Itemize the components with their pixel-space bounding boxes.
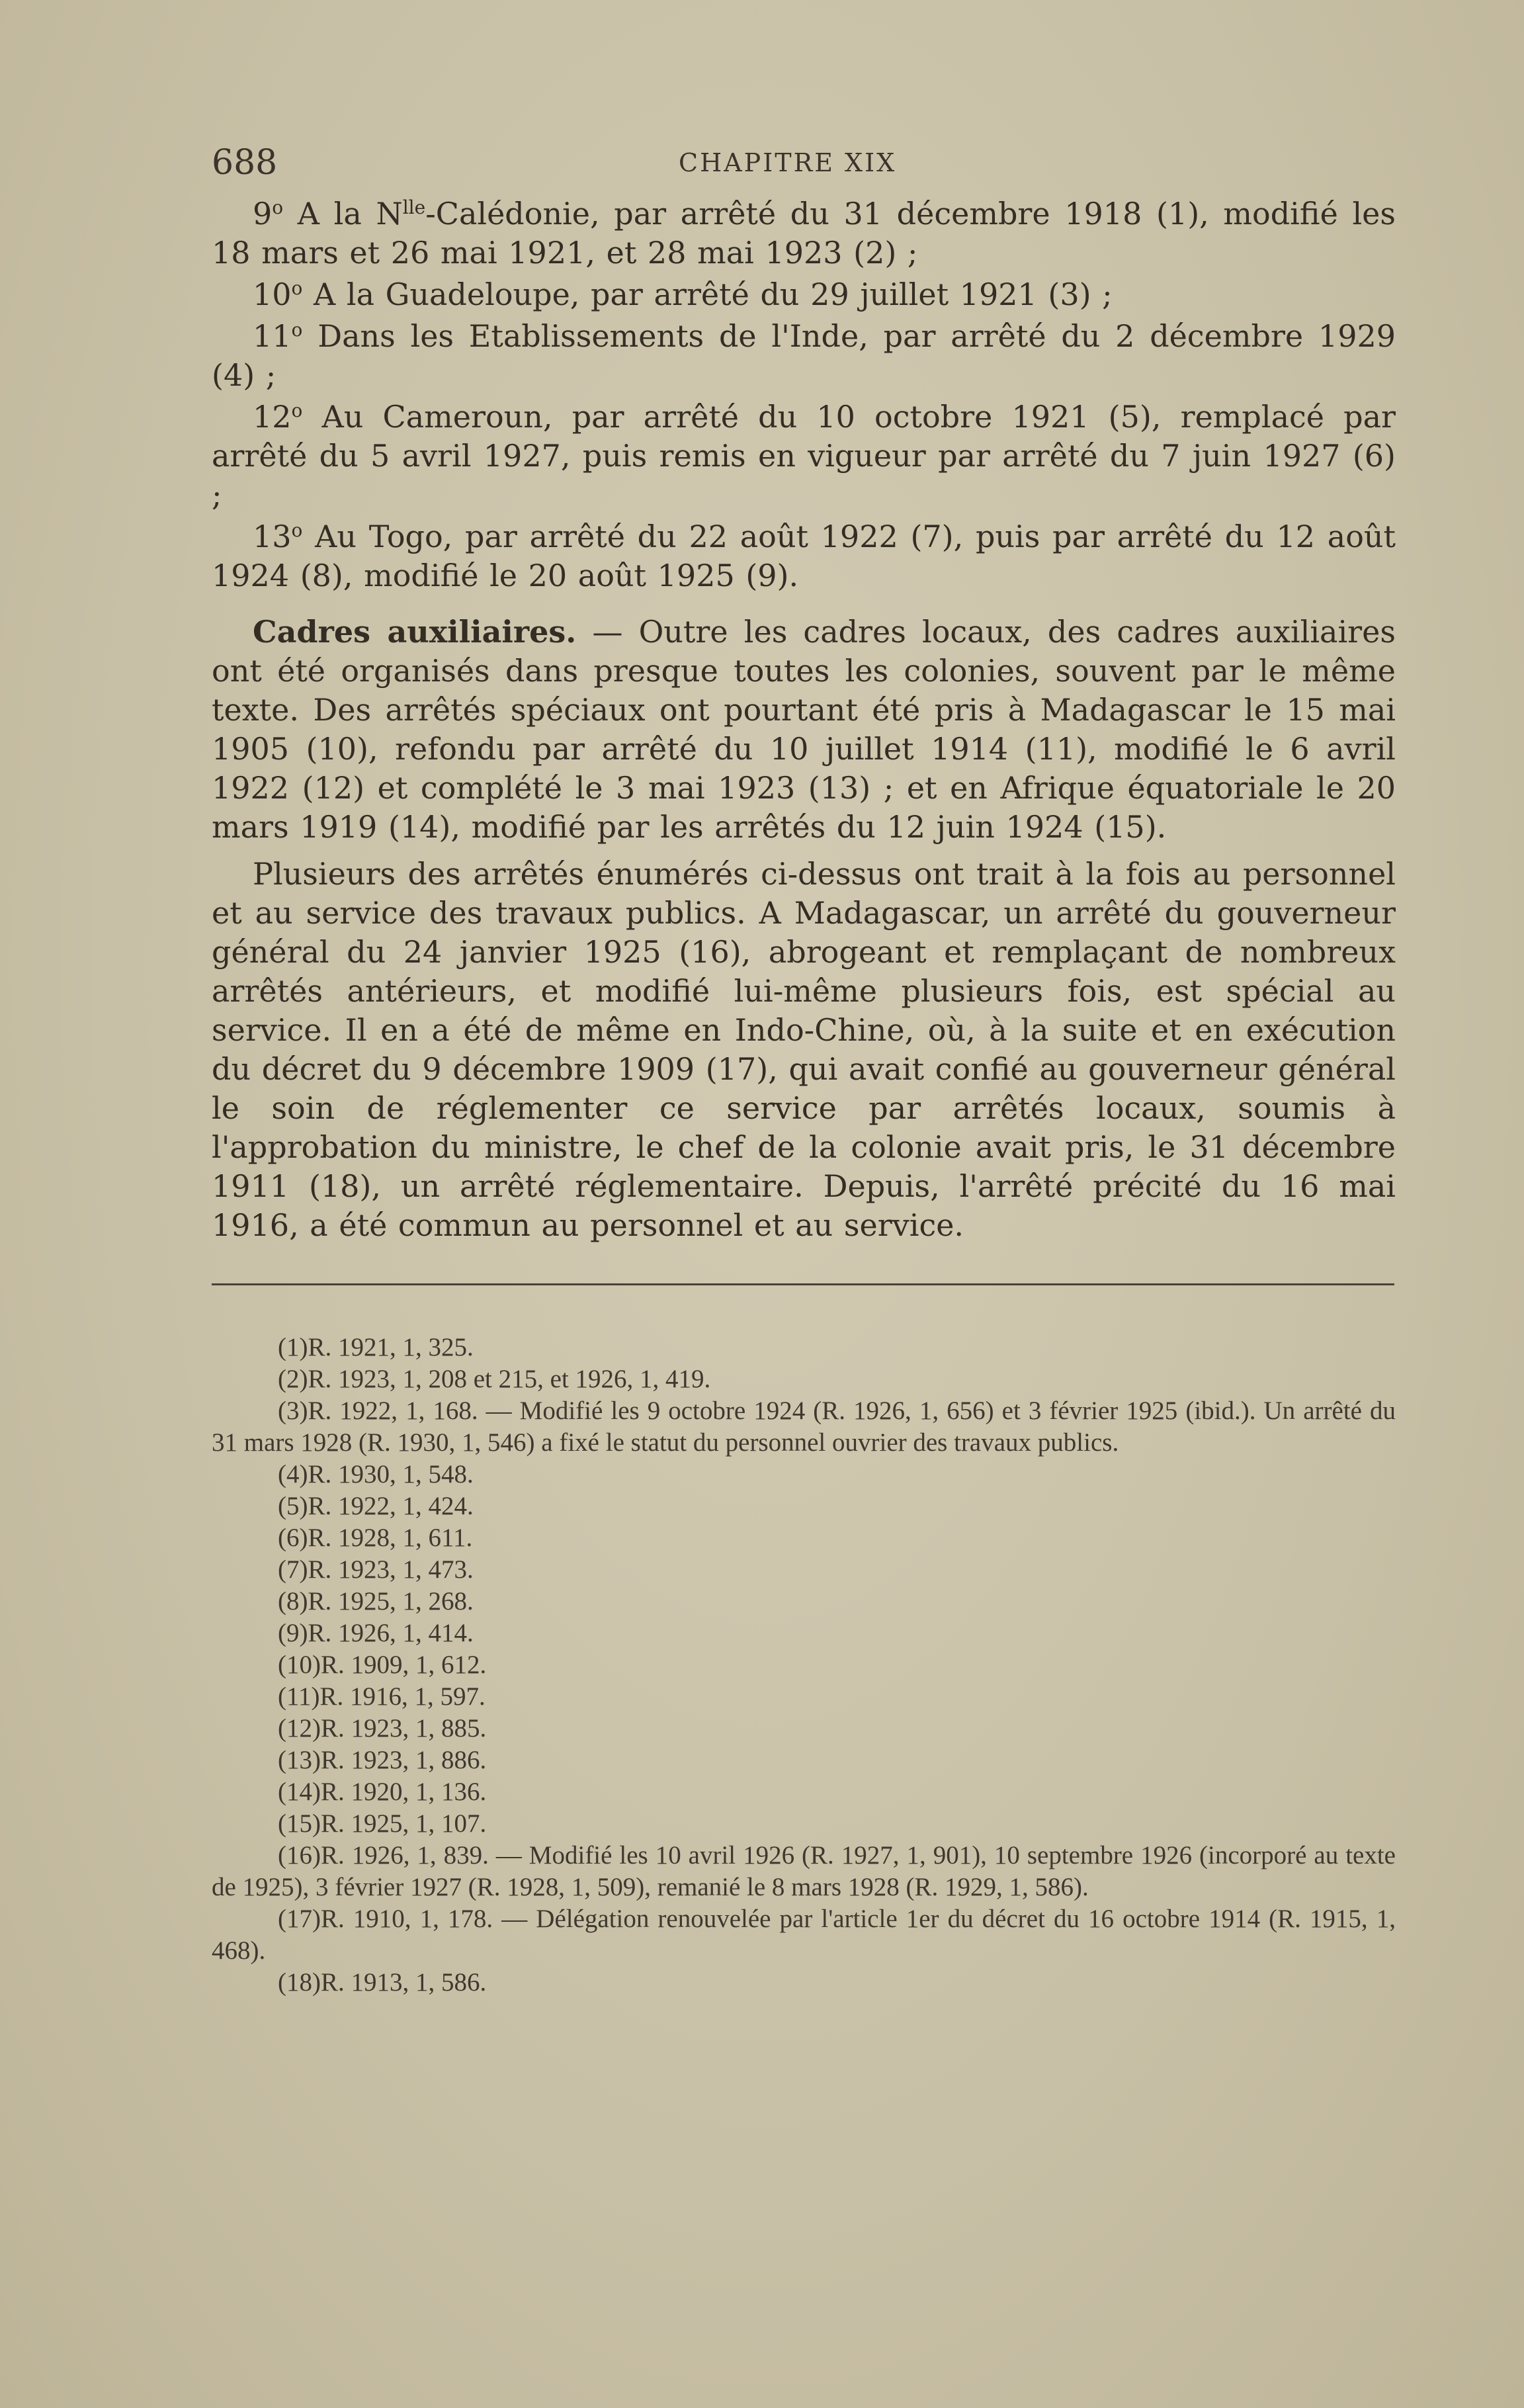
footnote: (5)R. 1922, 1, 424. — [278, 1492, 474, 1520]
footnote: (14)R. 1920, 1, 136. — [278, 1778, 487, 1806]
footnote: (13)R. 1923, 1, 886. — [278, 1746, 487, 1774]
footnote-divider — [212, 1283, 1394, 1285]
enumeration-list — [212, 194, 1396, 595]
section-heading: Cadres auxiliaires. — [253, 614, 577, 650]
footnote: (9)R. 1926, 1, 414. — [278, 1619, 474, 1647]
footnote: (6)R. 1928, 1, 611. — [278, 1524, 473, 1552]
footnotes — [212, 1332, 1396, 1999]
enum-item: 10$^o$ A la Guadeloupe, par arrêté du 29 juillet 1921 (3) ; — [253, 277, 1113, 312]
footnote: (7)R. 1923, 1, 473. — [278, 1555, 474, 1584]
section-cadres-auxiliaires — [212, 613, 1396, 1245]
enum-item: 13$^o$ Au Togo, par arrêté du 22 août 1922 (7), puis par arrêté du 12 août 1924 (8), modifié le 20 août 1925 (9). — [212, 519, 1396, 593]
enum-item: 9$^o$ A la $N^{lle}$-Calédonie, par arrêté du 31 décembre 1918 (1), modifié les 18 mars et 26 mai 1921, et 28 mai 1923 (2) ; — [212, 196, 1396, 271]
footnote: (16)R. 1926, 1, 839. — Modifié les 10 avril 1926 (R. 1927, 1, 901), 10 septembre 1926 (incorporé au texte de 1925), 3 février 1927 (R. 1928, 1, 509), remanié le 8 mars 1928 (R. 1929, 1, 586). — [212, 1841, 1396, 1901]
paragraph: Cadres auxiliaires. — Outre les cadres locaux, des cadres auxiliaires ont été organisés dans presque toutes les colonies, souvent par le même texte. Des arrêtés spéciaux ont pourtant été pris à Madagascar le 15 mai 1905 (10), refondu par arrêté du 10 juillet 1914 (11), modifié le 6 avril 1922 (12) et complété le 3 mai 1923 (13) ; et en Afrique équatoriale le 20 mars 1919 (14), modifié par les arrêtés du 12 juin 1924 (15). — [212, 614, 1396, 845]
footnote: (4)R. 1930, 1, 548. — [278, 1460, 474, 1488]
footnote: (3)R. 1922, 1, 168. — Modifié les 9 octobre 1924 (R. 1926, 1, 656) et 3 février 1925 (ibid.). Un arrêté du 31 mars 1928 (R. 1930, 1, 546) a fixé le statut du personnel ouvrier des travaux publics. — [212, 1397, 1396, 1457]
page-number: 688 — [212, 143, 278, 183]
paragraph: Plusieurs des arrêtés énumérés ci-dessus ont trait à la fois au personnel et au service des travaux publics. A Madagascar, un arrêté du gouverneur général du 24 janvier 1925 (16), abrogeant et remplaçant de nombreux arrêtés antérieurs, et modifié lui-même plusieurs fois, est spécial au service. Il en a été de même en Indo-Chine, où, à la suite et en exécution du décret du 9 décembre 1909 (17), qui avait confié au gouverneur général le soin de réglementer ce service par arrêtés locaux, soumis à l'approbation du ministre, le chef de la colonie avait pris, le 31 décembre 1911 (18), un arrêté réglementaire. Depuis, l'arrêté précité du 16 mai 1916, a été commun au personnel et au service. — [212, 856, 1396, 1243]
footnote: (11)R. 1916, 1, 597. — [278, 1682, 486, 1711]
footnote: (18)R. 1913, 1, 586. — [278, 1968, 487, 1997]
enum-item: 12$^o$ Au Cameroun, par arrêté du 10 octobre 1921 (5), remplacé par arrêté du 5 avril 1927, puis remis en vigueur par arrêté du 7 juin 1927 (6) ; — [212, 399, 1396, 513]
footnote: (8)R. 1925, 1, 268. — [278, 1587, 474, 1615]
enum-item: 11$^o$ Dans les Etablissements de l'Inde, par arrêté du 2 décembre 1929 (4) ; — [212, 318, 1396, 393]
footnote: (2)R. 1923, 1, 208 et 215, et 1926, 1, 419. — [278, 1365, 711, 1393]
footnote: (1)R. 1921, 1, 325. — [278, 1333, 474, 1361]
footnote: (15)R. 1925, 1, 107. — [278, 1809, 487, 1838]
running-head — [212, 132, 1396, 185]
footnote: (10)R. 1909, 1, 612. — [278, 1651, 487, 1679]
footnote: (12)R. 1923, 1, 885. — [278, 1714, 487, 1742]
footnote: (17)R. 1910, 1, 178. — Délégation renouvelée par l'article 1er du décret du 16 octobre 1914 (R. 1915, 1, 468). — [212, 1905, 1396, 1965]
book-page — [212, 132, 1396, 1999]
chapter-title: CHAPITRE XIX — [679, 148, 897, 177]
